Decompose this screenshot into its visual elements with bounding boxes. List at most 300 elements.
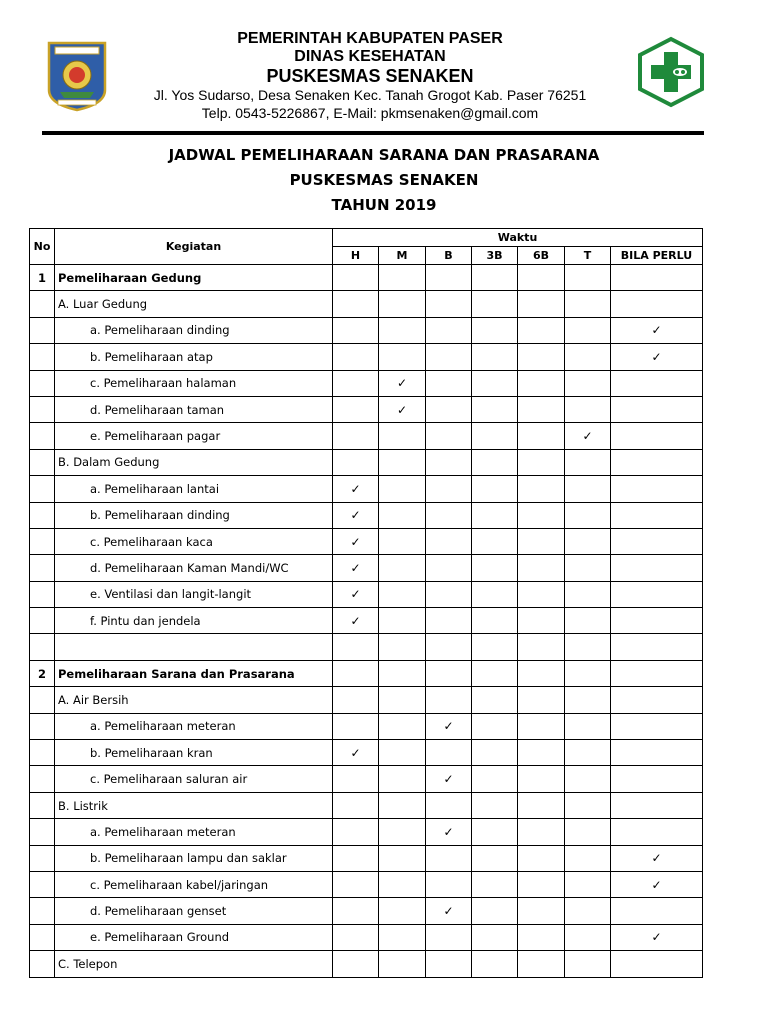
schedule-cell [426,449,472,475]
schedule-cell [518,608,565,634]
checkmark-icon: ✓ [350,534,361,549]
schedule-cell [518,924,565,950]
checkmark-icon: ✓ [350,613,361,628]
row-number [30,634,55,660]
schedule-cell [472,291,518,317]
schedule-cell [518,423,565,449]
schedule-cell [333,713,379,739]
schedule-cell [333,317,379,343]
schedule-cell [472,396,518,422]
schedule-cell [611,608,703,634]
schedule-cell [565,660,611,686]
header-time-t: T [565,247,611,265]
row-number [30,476,55,502]
schedule-cell [426,370,472,396]
schedule-cell [565,581,611,607]
schedule-cell [379,819,426,845]
schedule-cell [333,396,379,422]
schedule-cell [611,924,703,950]
schedule-cell [472,423,518,449]
schedule-cell [472,766,518,792]
schedule-cell [333,845,379,871]
puskesmas-cross-emblem-icon [636,36,706,108]
schedule-cell [611,344,703,370]
schedule-cell [611,660,703,686]
letterhead-text [110,30,630,122]
schedule-cell [472,608,518,634]
schedule-cell [565,924,611,950]
table-row [30,608,703,634]
table-row [30,660,703,686]
schedule-cell [518,291,565,317]
letterhead [0,0,768,140]
schedule-cell [426,766,472,792]
activity-label: c. Pemeliharaan halaman [55,370,333,396]
schedule-cell [379,423,426,449]
schedule-cell [565,792,611,818]
schedule-cell [565,265,611,291]
schedule-cell [426,740,472,766]
schedule-cell [472,476,518,502]
schedule-cell [611,898,703,924]
schedule-cell [333,740,379,766]
schedule-cell [518,528,565,554]
row-number [30,924,55,950]
schedule-cell [518,792,565,818]
schedule-cell [472,502,518,528]
schedule-cell [379,449,426,475]
schedule-cell [379,713,426,739]
activity-label: a. Pemeliharaan meteran [55,819,333,845]
schedule-cell [565,713,611,739]
checkmark-icon: ✓ [651,323,662,338]
schedule-cell [565,951,611,977]
activity-label: c. Pemeliharaan saluran air [55,766,333,792]
schedule-cell [518,581,565,607]
row-number [30,396,55,422]
schedule-cell [379,845,426,871]
schedule-cell [472,528,518,554]
schedule-cell [426,819,472,845]
schedule-cell [518,951,565,977]
row-number: 1 [30,265,55,291]
schedule-cell [379,555,426,581]
schedule-cell [379,581,426,607]
schedule-cell [379,317,426,343]
schedule-cell [611,951,703,977]
schedule-cell [426,502,472,528]
checkmark-icon: ✓ [350,508,361,523]
schedule-cell [472,581,518,607]
schedule-cell [565,898,611,924]
schedule-cell [379,898,426,924]
schedule-cell [611,423,703,449]
schedule-cell [472,449,518,475]
schedule-cell [611,528,703,554]
activity-label: b. Pemeliharaan lampu dan saklar [55,845,333,871]
schedule-cell [333,766,379,792]
schedule-cell [426,396,472,422]
activity-label: f. Pintu dan jendela [55,608,333,634]
schedule-cell [565,766,611,792]
schedule-cell [379,924,426,950]
schedule-cell [379,740,426,766]
row-number [30,713,55,739]
activity-label: e. Pemeliharaan pagar [55,423,333,449]
schedule-cell [611,581,703,607]
table-row [30,423,703,449]
schedule-cell [565,344,611,370]
schedule-cell [472,265,518,291]
schedule-cell [565,687,611,713]
schedule-cell [518,871,565,897]
table-row [30,476,703,502]
schedule-cell [611,265,703,291]
checkmark-icon: ✓ [350,560,361,575]
schedule-cell [379,634,426,660]
checkmark-icon: ✓ [651,851,662,866]
schedule-cell [565,634,611,660]
schedule-cell [611,819,703,845]
schedule-cell [611,476,703,502]
schedule-cell [426,265,472,291]
schedule-cell [611,871,703,897]
activity-label: b. Pemeliharaan kran [55,740,333,766]
activity-label: B. Listrik [55,792,333,818]
activity-label: Pemeliharaan Sarana dan Prasarana [55,660,333,686]
row-number: 2 [30,660,55,686]
schedule-cell [379,344,426,370]
activity-label: a. Pemeliharaan meteran [55,713,333,739]
schedule-cell [379,476,426,502]
schedule-cell [426,608,472,634]
row-number [30,528,55,554]
table-row [30,581,703,607]
schedule-cell [518,766,565,792]
schedule-cell [333,370,379,396]
checkmark-icon: ✓ [350,745,361,760]
schedule-cell [426,528,472,554]
title-line-1: JADWAL PEMELIHARAAN SARANA DAN PRASARANA [168,146,600,164]
schedule-cell [472,660,518,686]
schedule-cell [379,502,426,528]
title-line-2: PUSKESMAS SENAKEN [289,171,479,189]
header-kegiatan: Kegiatan [55,229,333,265]
letterhead-divider [42,131,704,135]
schedule-cell [333,555,379,581]
activity-label: e. Ventilasi dan langit-langit [55,581,333,607]
schedule-cell [518,344,565,370]
table-row [30,502,703,528]
schedule-cell [472,792,518,818]
schedule-cell [611,502,703,528]
table-row [30,370,703,396]
schedule-cell [472,317,518,343]
schedule-cell [472,370,518,396]
schedule-cell [426,845,472,871]
schedule-cell [611,555,703,581]
schedule-body [30,265,703,978]
schedule-cell [565,317,611,343]
schedule-cell [565,555,611,581]
schedule-cell [333,581,379,607]
checkmark-icon: ✓ [443,772,454,787]
schedule-cell [611,317,703,343]
schedule-cell [611,634,703,660]
schedule-cell [565,423,611,449]
schedule-cell [333,634,379,660]
table-row [30,555,703,581]
table-row [30,634,703,660]
row-number [30,581,55,607]
schedule-cell [426,555,472,581]
header-waktu: Waktu [333,229,703,247]
schedule-cell [611,792,703,818]
schedule-cell [518,740,565,766]
activity-label: B. Dalam Gedung [55,449,333,475]
checkmark-icon: ✓ [443,719,454,734]
activity-label: A. Luar Gedung [55,291,333,317]
schedule-cell [426,317,472,343]
table-row [30,740,703,766]
table-row [30,951,703,977]
schedule-cell [611,713,703,739]
schedule-cell [333,924,379,950]
schedule-cell [333,898,379,924]
activity-label: a. Pemeliharaan lantai [55,476,333,502]
schedule-cell [333,528,379,554]
row-number [30,555,55,581]
row-number [30,608,55,634]
schedule-cell [472,634,518,660]
schedule-cell [333,660,379,686]
schedule-cell [426,687,472,713]
schedule-cell [611,687,703,713]
schedule-cell [518,713,565,739]
table-row [30,449,703,475]
schedule-cell [518,449,565,475]
schedule-cell [472,713,518,739]
table-row [30,924,703,950]
schedule-cell [426,898,472,924]
row-number [30,370,55,396]
government-name: PEMERINTAH KABUPATEN PASER [237,30,503,47]
schedule-cell [426,792,472,818]
schedule-cell [565,476,611,502]
schedule-cell [565,528,611,554]
schedule-cell [379,370,426,396]
activity-label: a. Pemeliharaan dinding [55,317,333,343]
activity-label: e. Pemeliharaan Ground [55,924,333,950]
schedule-cell [426,344,472,370]
schedule-cell [472,845,518,871]
header-time-3b: 3B [472,247,518,265]
department-name: DINAS KESEHATAN [294,48,446,65]
table-row [30,396,703,422]
schedule-cell [379,687,426,713]
schedule-cell [333,449,379,475]
schedule-cell [333,871,379,897]
row-number [30,449,55,475]
row-number [30,845,55,871]
schedule-cell [472,555,518,581]
table-row [30,528,703,554]
table-row [30,871,703,897]
schedule-cell [472,740,518,766]
schedule-cell [426,634,472,660]
checkmark-icon: ✓ [651,930,662,945]
schedule-cell [426,476,472,502]
table-row [30,713,703,739]
schedule-cell [426,713,472,739]
schedule-cell [379,951,426,977]
schedule-cell [333,819,379,845]
activity-label [55,634,333,660]
schedule-cell [472,687,518,713]
row-number [30,766,55,792]
schedule-cell [333,476,379,502]
header-no: No [30,229,55,265]
checkmark-icon: ✓ [350,587,361,602]
schedule-cell [426,423,472,449]
schedule-cell [518,898,565,924]
schedule-cell [611,370,703,396]
schedule-cell [379,871,426,897]
schedule-cell [565,845,611,871]
row-number [30,687,55,713]
activity-label: c. Pemeliharaan kabel/jaringan [55,871,333,897]
activity-label: C. Telepon [55,951,333,977]
schedule-cell [518,370,565,396]
schedule-cell [565,291,611,317]
activity-label: Pemeliharaan Gedung [55,265,333,291]
schedule-cell [518,396,565,422]
schedule-cell [426,581,472,607]
schedule-cell [518,660,565,686]
schedule-cell [333,423,379,449]
row-number [30,502,55,528]
schedule-cell [518,687,565,713]
schedule-cell [426,951,472,977]
header-time-b: B [426,247,472,265]
schedule-cell [333,291,379,317]
row-number [30,291,55,317]
kabupaten-paser-emblem-icon [46,40,108,112]
schedule-cell [518,317,565,343]
institution-name: PUSKESMAS SENAKEN [266,66,474,86]
table-row [30,317,703,343]
row-number [30,344,55,370]
checkmark-icon: ✓ [582,429,593,444]
schedule-cell [379,265,426,291]
schedule-cell [333,951,379,977]
row-number [30,792,55,818]
schedule-cell [611,845,703,871]
schedule-cell [333,265,379,291]
activity-label: c. Pemeliharaan kaca [55,528,333,554]
schedule-cell [333,608,379,634]
contact-line: Telp. 0543-5226867, E-Mail: pkmsenaken@gmail.com [201,105,539,121]
row-number [30,819,55,845]
schedule-cell [379,608,426,634]
row-number [30,871,55,897]
schedule-cell [565,449,611,475]
schedule-cell [565,819,611,845]
schedule-cell [426,660,472,686]
header-time-6b: 6B [518,247,565,265]
schedule-cell [333,344,379,370]
schedule-cell [472,951,518,977]
schedule-cell [333,792,379,818]
document-title [0,143,768,218]
schedule-cell [379,792,426,818]
schedule-cell [472,924,518,950]
schedule-cell [426,871,472,897]
schedule-cell [611,291,703,317]
schedule-cell [472,344,518,370]
table-row [30,898,703,924]
table-row [30,792,703,818]
table-row [30,265,703,291]
schedule-cell [426,924,472,950]
header-time-h: H [333,247,379,265]
row-number [30,317,55,343]
schedule-cell [472,898,518,924]
schedule-cell [518,555,565,581]
schedule-cell [333,502,379,528]
schedule-cell [565,608,611,634]
checkmark-icon: ✓ [396,402,408,417]
address-line: Jl. Yos Sudarso, Desa Senaken Kec. Tanah Grogot Kab. Paser 76251 [153,87,587,103]
row-number [30,951,55,977]
table-row [30,766,703,792]
activity-label: d. Pemeliharaan taman [55,396,333,422]
schedule-cell [333,687,379,713]
activity-label: d. Pemeliharaan Kaman Mandi/WC [55,555,333,581]
activity-label: b. Pemeliharaan atap [55,344,333,370]
schedule-cell [472,871,518,897]
schedule-cell [518,634,565,660]
header-time-bila-perlu: BILA PERLU [611,247,703,265]
activity-label: b. Pemeliharaan dinding [55,502,333,528]
maintenance-schedule-table [29,228,703,978]
checkmark-icon: ✓ [651,877,662,892]
schedule-cell [379,766,426,792]
table-row [30,819,703,845]
schedule-cell [518,476,565,502]
title-line-3: TAHUN 2019 [331,196,437,214]
schedule-cell [565,740,611,766]
schedule-cell [565,396,611,422]
schedule-cell [472,819,518,845]
schedule-cell [565,370,611,396]
schedule-cell [379,660,426,686]
schedule-cell [518,845,565,871]
checkmark-icon: ✓ [651,349,662,364]
table-row [30,845,703,871]
checkmark-icon: ✓ [443,904,454,919]
schedule-cell [518,265,565,291]
schedule-cell [611,396,703,422]
schedule-cell [379,528,426,554]
checkmark-icon: ✓ [443,824,454,839]
schedule-cell [565,502,611,528]
row-number [30,898,55,924]
table-row [30,344,703,370]
activity-label: d. Pemeliharaan genset [55,898,333,924]
schedule-cell [611,740,703,766]
schedule-cell [611,766,703,792]
